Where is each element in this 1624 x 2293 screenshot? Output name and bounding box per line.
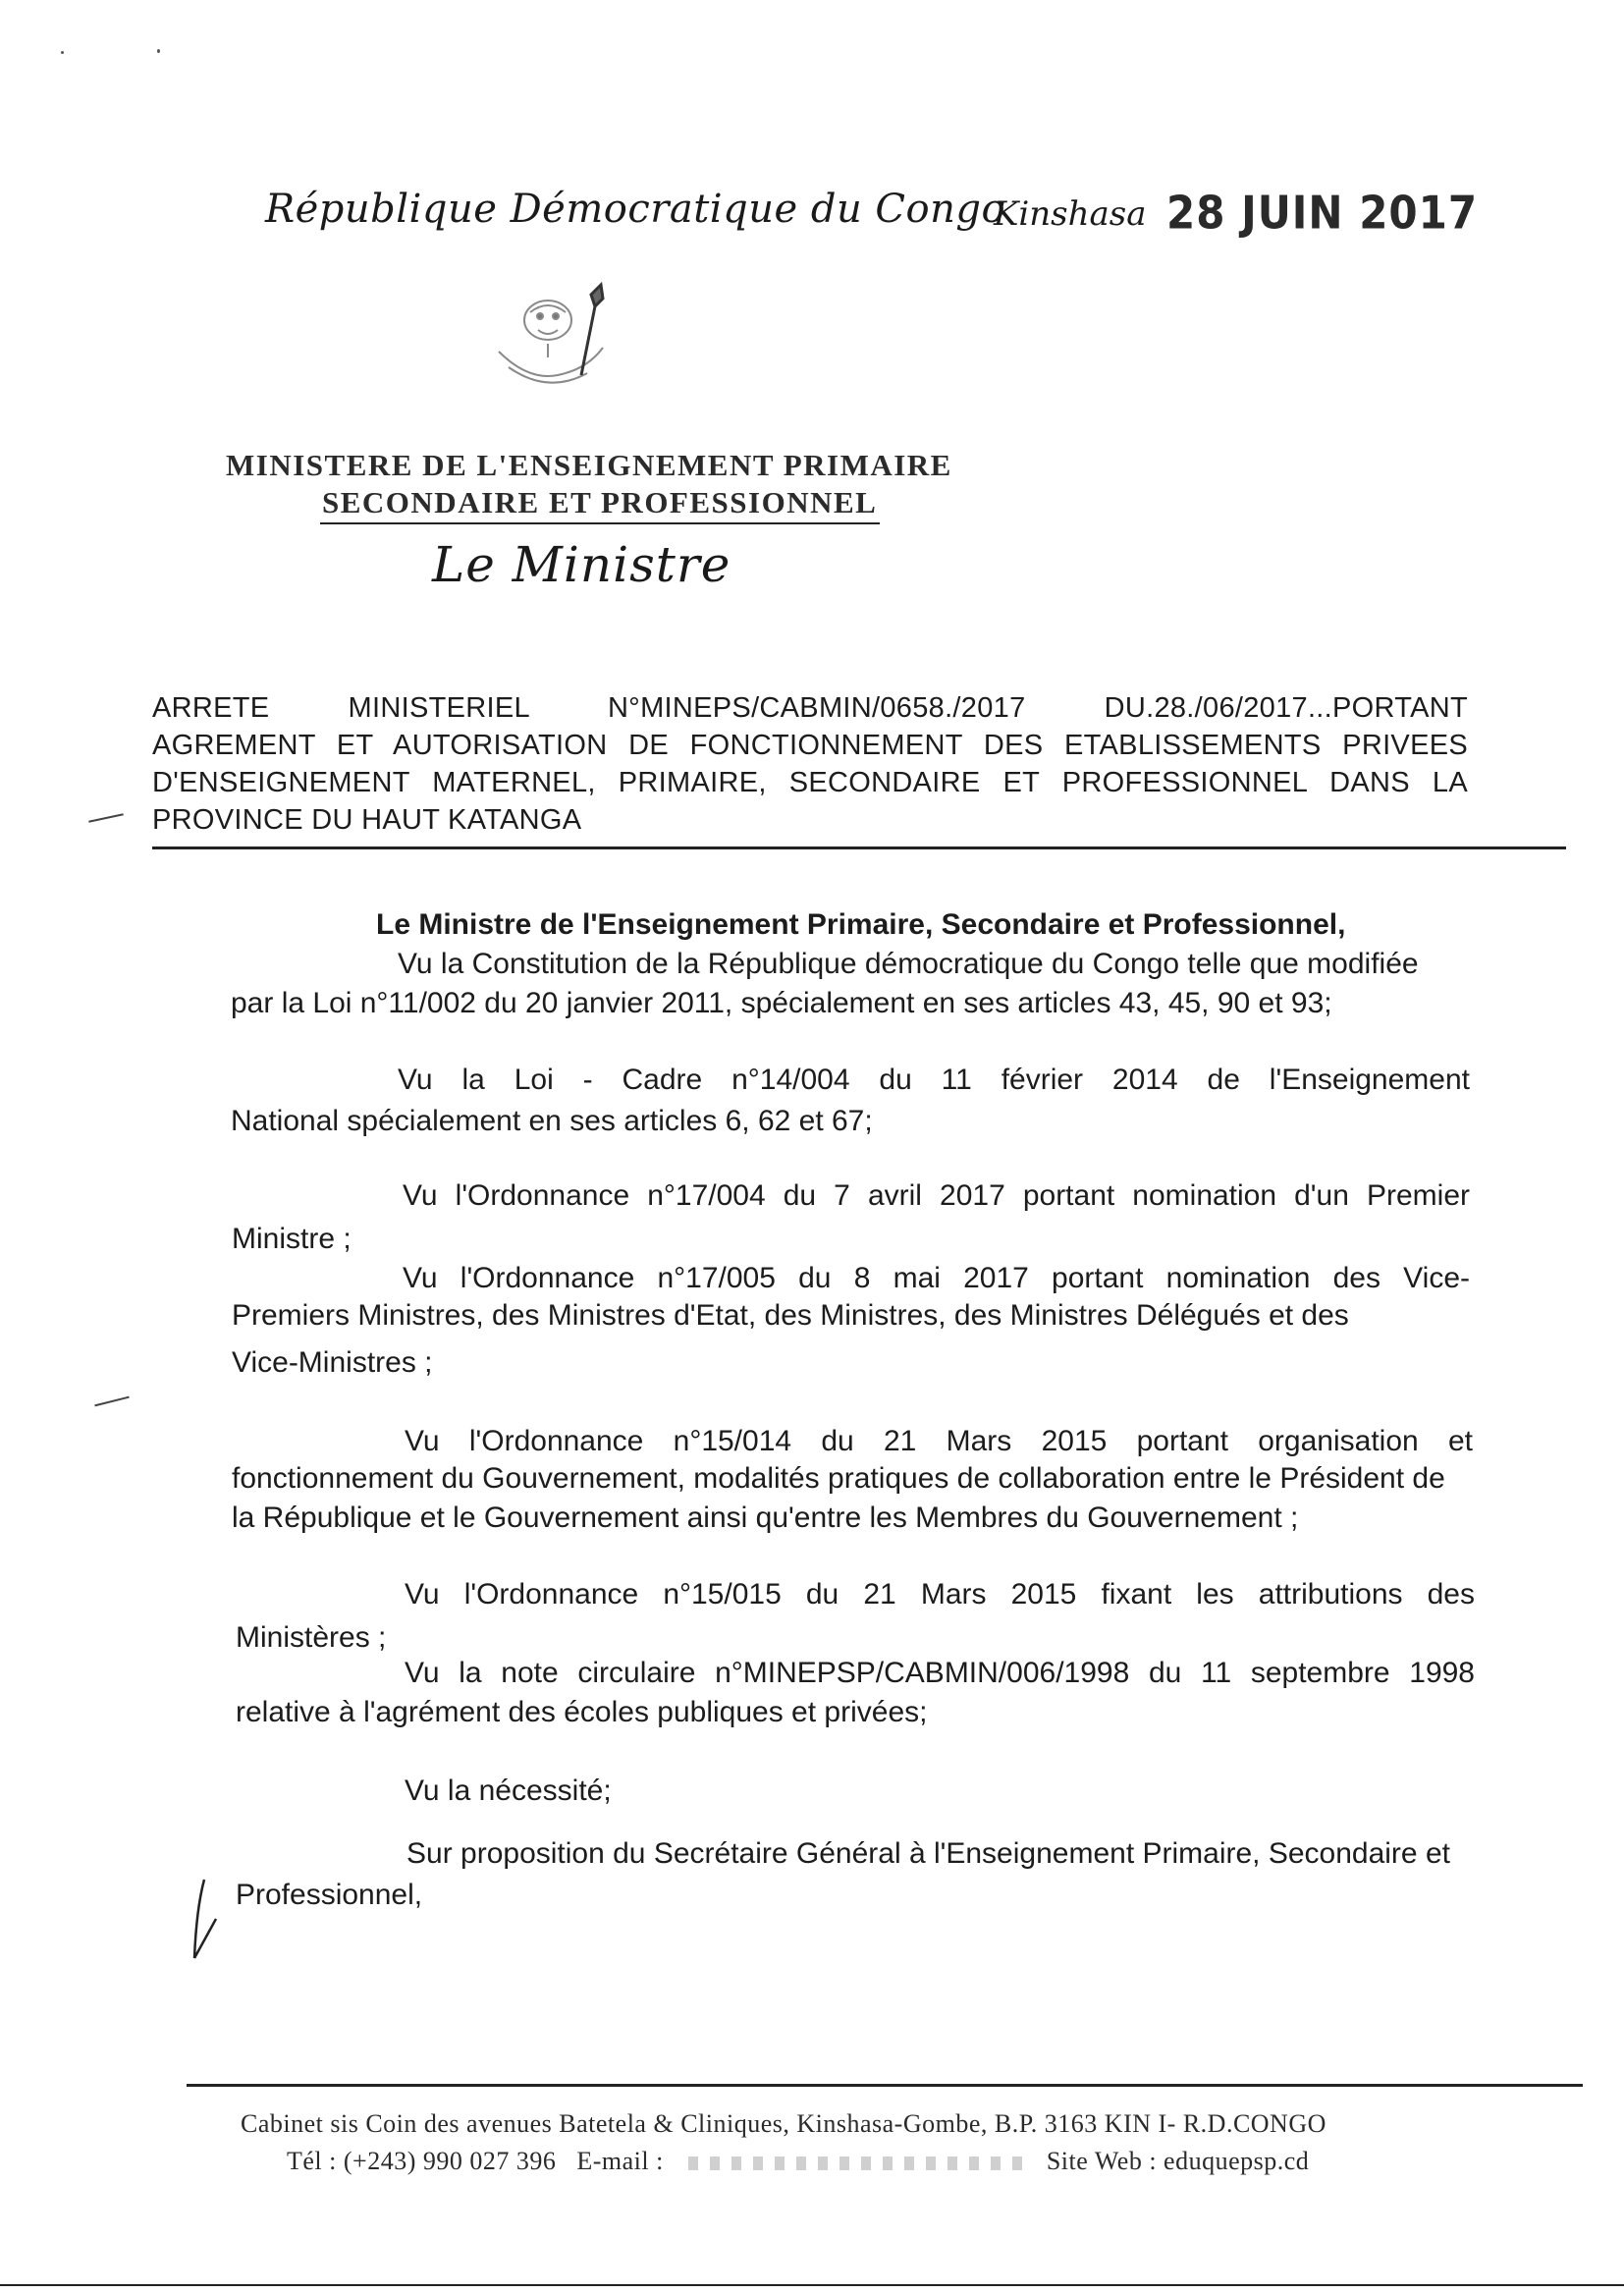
- p1-line2: par la Loi n°11/002 du 20 janvier 2011, spécialement en ses articles 43, 45, 90 et 93;: [231, 987, 1332, 1019]
- footer-separator: [187, 2084, 1583, 2087]
- footer-email-value-faded: [688, 2157, 1022, 2170]
- date-stamp: 28 JUIN 2017: [1166, 186, 1479, 240]
- p4-line2: Premiers Ministres, des Ministres d'Etat, des Ministres, des Ministres Délégués et des: [232, 1299, 1349, 1332]
- arrete-line2: AGREMENT ET AUTORISATION DE FONCTIONNEMENT DES ETABLISSEMENTS PRIVEES: [152, 730, 1468, 761]
- p8-line: Vu la nécessité;: [405, 1774, 612, 1807]
- arrete-date: DU.28./06/2017...PORTANT: [1104, 692, 1469, 724]
- place-label: Kinshasa: [994, 194, 1147, 234]
- p6-line1: Vu l'Ordonnance n°15/015 du 21 Mars 2015 fixant les attributions des: [405, 1578, 1475, 1611]
- arrete-line1: [152, 689, 1468, 727]
- p7-line2: relative à l'agrément des écoles publiques et privées;: [236, 1696, 928, 1728]
- p7-line1: Vu la note circulaire n°MINEPSP/CABMIN/006/1998 du 11 septembre 1998: [405, 1657, 1475, 1689]
- p2-line2: National spécialement en ses articles 6, 62 et 67;: [231, 1105, 873, 1137]
- ministry-name-line1: MINISTERE DE L'ENSEIGNEMENT PRIMAIRE: [226, 448, 952, 482]
- p1-line1: Vu la Constitution de la République démocratique du Congo telle que modifiée: [398, 948, 1419, 980]
- bottom-border: [0, 2284, 1624, 2286]
- footer-website: Site Web : eduquepsp.cd: [1046, 2147, 1310, 2175]
- p4-line3: Vice-Ministres ;: [232, 1346, 433, 1379]
- arrete-number: N°MINEPS/CABMIN/0658./2017: [607, 692, 1026, 724]
- footer-tel: Tél : (+243) 990 027 396: [287, 2147, 557, 2175]
- paraph-icon: [185, 1876, 234, 1974]
- ministry-underline: [320, 522, 880, 524]
- footer-contact: [287, 2147, 1309, 2176]
- arrete-line3: D'ENSEIGNEMENT MATERNEL, PRIMAIRE, SECONDAIRE ET PROFESSIONNEL DANS LA: [152, 767, 1468, 798]
- body-heading: Le Ministre de l'Enseignement Primaire, Secondaire et Professionnel,: [376, 908, 1346, 941]
- p5-line3: la République et le Gouvernement ainsi qu'entre les Membres du Gouvernement ;: [232, 1501, 1299, 1534]
- p2-line1: Vu la Loi - Cadre n°14/004 du 11 février 2014 de l'Enseignement: [398, 1064, 1470, 1096]
- minister-title: Le Ministre: [432, 536, 731, 593]
- margin-mark: [94, 1396, 129, 1407]
- coat-of-arms-icon: [479, 273, 636, 401]
- arrete-ministeriel: MINISTERIEL: [348, 692, 529, 724]
- p9-line1: Sur proposition du Secrétaire Général à l'Enseignement Primaire, Secondaire et: [406, 1837, 1450, 1870]
- arrete-line4: PROVINCE DU HAUT KATANGA: [152, 804, 582, 836]
- footer-email-label: E-mail :: [576, 2147, 664, 2175]
- p3-line2: Ministre ;: [232, 1223, 352, 1255]
- footer-address: Cabinet sis Coin des avenues Batetela & Cliniques, Kinshasa-Gombe, B.P. 3163 KIN I- R.D.CONGO: [241, 2109, 1326, 2138]
- ministry-name-line2: SECONDAIRE ET PROFESSIONNEL: [322, 485, 878, 519]
- arrete-separator: [152, 846, 1566, 849]
- p6-line2: Ministères ;: [236, 1621, 387, 1654]
- p3-line1: Vu l'Ordonnance n°17/004 du 7 avril 2017 portant nomination d'un Premier: [403, 1179, 1470, 1212]
- p5-line1: Vu l'Ordonnance n°15/014 du 21 Mars 2015 portant organisation et: [405, 1425, 1473, 1457]
- arrete-word: ARRETE: [152, 692, 270, 724]
- p5-line2: fonctionnement du Gouvernement, modalités pratiques de collaboration entre le Président de: [232, 1462, 1445, 1495]
- p9-line2: Professionnel,: [236, 1879, 423, 1911]
- republic-title: République Démocratique du Congo: [265, 187, 1006, 232]
- p4-line1: Vu l'Ordonnance n°17/005 du 8 mai 2017 portant nomination des Vice-: [403, 1262, 1470, 1294]
- scan-speck: [61, 51, 64, 54]
- margin-mark: [88, 813, 124, 822]
- scan-speck: [157, 49, 160, 53]
